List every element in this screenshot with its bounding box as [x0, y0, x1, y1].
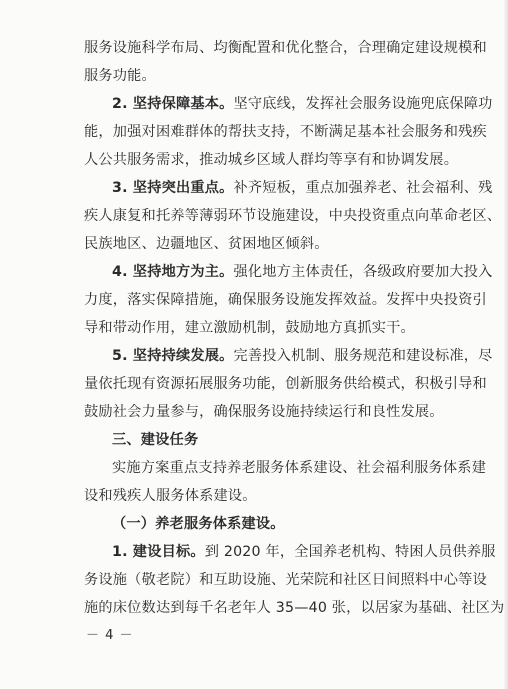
text-line: 施的床位数达到每千名老年人 35—40 张，以居家为基础、社区为 [84, 600, 505, 616]
text-line: 能，加强对困难群体的帮扶支持，不断满足基本社会服务和残疾 [84, 124, 487, 140]
text-line: 人公共服务需求，推动城乡区域人群均等享有和协调发展。 [84, 152, 459, 168]
goal-lead: 1. 建设目标。 [112, 544, 205, 560]
text-line: 量依托现有资源拓展服务功能，创新服务供给模式，积极引导和 [84, 376, 487, 392]
principle-paragraph-5 [112, 346, 492, 366]
text-line: 实施方案重点支持养老服务体系建设、社会福利服务体系建 [112, 460, 487, 476]
goal-paragraph [112, 542, 496, 562]
principle-paragraph-4 [112, 262, 492, 282]
text-line: 民族地区、边疆地区、贫困地区倾斜。 [84, 236, 329, 252]
principle-text: 强化地方主体责任，各级政府要加大投入 [233, 264, 493, 280]
principle-lead: 5. 坚持持续发展。 [112, 348, 234, 364]
principle-lead: 3. 坚持突出重点。 [112, 180, 234, 196]
text-line: 服务功能。 [84, 68, 156, 84]
principle-paragraph-2 [112, 94, 492, 114]
page-number: － 4 － [86, 628, 134, 643]
page-edge [504, 0, 508, 689]
text-line: 设和残疾人服务体系建设。 [84, 488, 257, 504]
principle-paragraph-3 [112, 178, 492, 198]
text-line: 力度，落实保障措施，确保服务设施发挥效益。发挥中央投资引 [84, 292, 487, 308]
principle-text: 坚守底线，发挥社会服务设施兜底保障功 [233, 96, 493, 112]
section-heading: 三、建设任务 [112, 432, 199, 448]
principle-lead: 2. 坚持保障基本。 [112, 96, 234, 112]
subsection-heading: （一）养老服务体系建设。 [112, 516, 285, 532]
principle-lead: 4. 坚持地方为主。 [112, 264, 234, 280]
principle-text: 补齐短板，重点加强养老、社会福利、残 [233, 180, 493, 196]
goal-text: 到 2020 年，全国养老机构、特困人员供养服 [204, 544, 496, 560]
principle-text: 完善投入机制、服务规范和建设标准，尽 [233, 348, 493, 364]
text-line: 鼓励社会力量参与，确保服务设施持续运行和良性发展。 [84, 404, 444, 420]
text-line: 务设施（敬老院）和互助设施、光荣院和社区日间照料中心等设 [84, 572, 487, 588]
text-line: 导和带动作用，建立激励机制，鼓励地方真抓实干。 [84, 320, 415, 336]
text-line: 服务设施科学布局、均衡配置和优化整合，合理确定建设规模和 [84, 40, 487, 56]
text-line: 疾人康复和托养等薄弱环节设施建设，中央投资重点向革命老区、 [84, 208, 502, 224]
